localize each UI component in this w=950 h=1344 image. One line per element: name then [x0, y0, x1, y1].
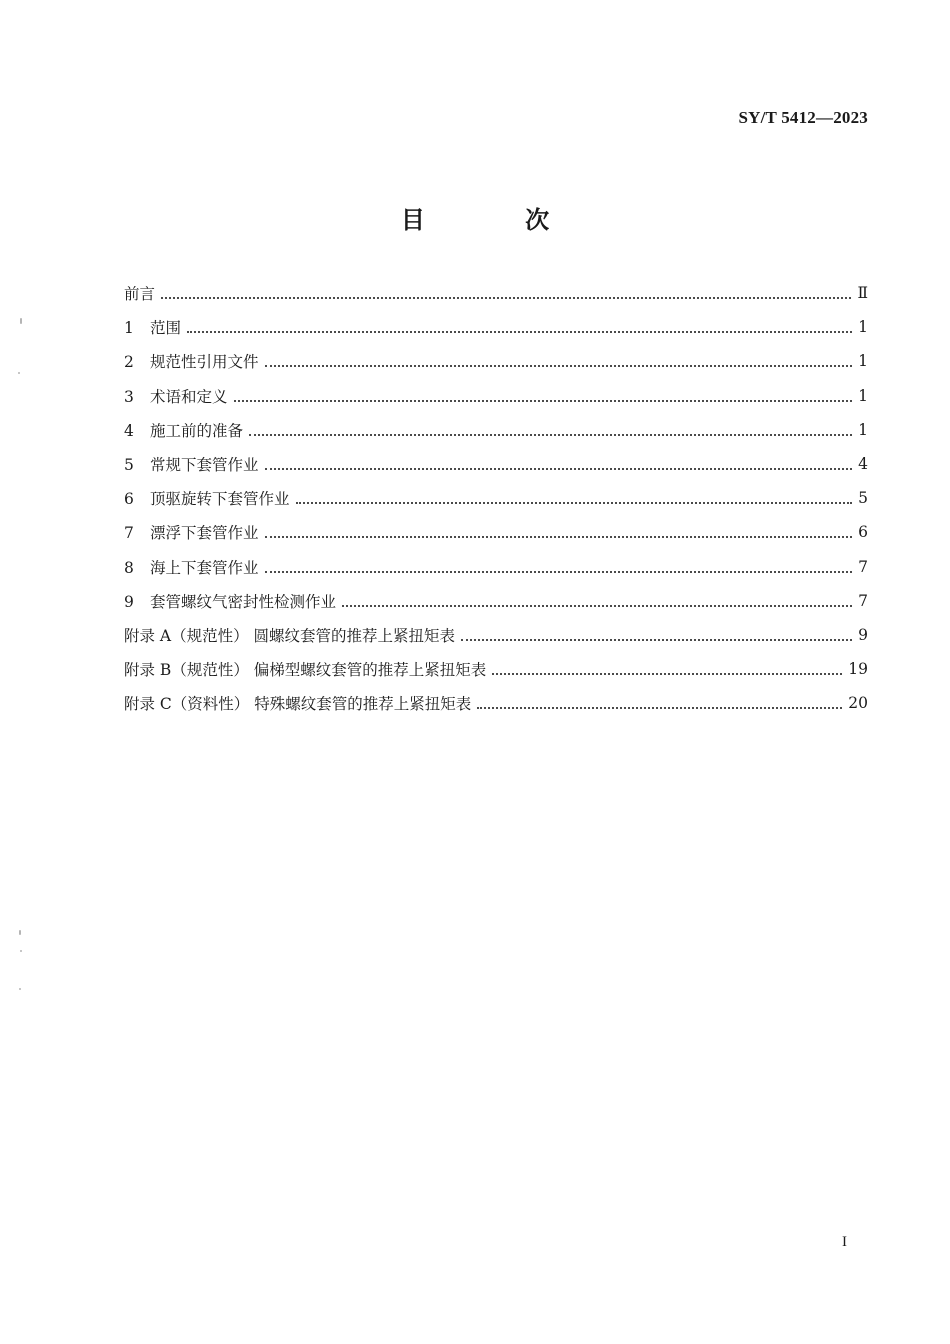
toc-entry-label: 海上下套管作业 — [150, 558, 259, 577]
toc-entry-number: 3 — [124, 387, 134, 406]
dot-leader — [265, 468, 852, 470]
dot-leader — [296, 502, 852, 504]
toc-entry-page: 6 — [858, 523, 868, 542]
toc-entry-page: 4 — [858, 455, 868, 474]
toc-entry-label: 套管螺纹气密封性检测作业 — [150, 592, 337, 611]
toc-entry-page: 1 — [858, 386, 868, 405]
toc-entry-number: 5 — [124, 456, 134, 475]
dot-leader — [234, 400, 852, 402]
scan-speck — [19, 930, 21, 935]
toc-entry-label: 附录 A（规范性） 圆螺纹套管的推荐上紧扭矩表 — [124, 626, 456, 645]
scan-speck — [20, 950, 22, 952]
toc-entry-page: 1 — [858, 420, 868, 439]
toc-entry-label: 常规下套管作业 — [150, 456, 259, 475]
toc-entry-4[interactable] — [124, 413, 868, 447]
toc-entry-5[interactable] — [124, 447, 868, 481]
toc-entry-number: 7 — [124, 524, 134, 543]
toc-entry-appendix-a[interactable] — [124, 618, 868, 652]
toc-entry-label: 前言 — [124, 285, 156, 304]
dot-leader — [265, 571, 852, 573]
toc-entry-page: Ⅱ — [857, 284, 868, 303]
toc-entry-6[interactable] — [124, 481, 868, 515]
toc-entry-page: 5 — [858, 489, 868, 508]
toc-entry-number: 4 — [124, 421, 134, 440]
dot-leader — [492, 673, 842, 675]
dot-leader — [461, 639, 852, 641]
dot-leader — [342, 605, 852, 607]
toc-entry-label: 附录 B（规范性） 偏梯型螺纹套管的推荐上紧扭矩表 — [124, 661, 487, 680]
toc-entry-label: 规范性引用文件 — [150, 353, 259, 372]
toc-entry-page: 7 — [858, 591, 868, 610]
toc-entry-number: 9 — [124, 592, 134, 611]
page-number: I — [842, 1234, 847, 1250]
scan-speck — [20, 318, 22, 324]
dot-leader — [265, 365, 852, 367]
toc-entry-foreword[interactable] — [124, 276, 868, 310]
toc-entry-number: 8 — [124, 558, 134, 577]
toc-entry-appendix-b[interactable] — [124, 652, 868, 686]
toc-entry-label: 范围 — [150, 319, 182, 338]
toc-entry-3[interactable] — [124, 379, 868, 413]
dot-leader — [265, 536, 852, 538]
toc-entry-1[interactable] — [124, 310, 868, 344]
toc-entry-8[interactable] — [124, 550, 868, 584]
scan-speck — [19, 988, 21, 990]
toc-entry-number: 6 — [124, 490, 134, 509]
toc-entry-page: 19 — [848, 660, 868, 679]
toc-entry-page: 9 — [858, 625, 868, 644]
toc-entry-page: 1 — [858, 318, 868, 337]
standard-number: SY/T 5412—2023 — [738, 108, 868, 127]
toc-entry-9[interactable] — [124, 584, 868, 618]
toc-entry-appendix-c[interactable] — [124, 686, 868, 720]
toc-entry-number: 1 — [124, 319, 134, 338]
toc-entry-number: 2 — [124, 353, 134, 372]
toc-entry-label: 漂浮下套管作业 — [150, 524, 259, 543]
toc-entry-label: 顶驱旋转下套管作业 — [150, 490, 290, 509]
dot-leader — [161, 297, 851, 299]
toc-entry-page: 7 — [858, 557, 868, 576]
dot-leader — [249, 434, 852, 436]
scan-speck — [18, 372, 20, 374]
page-title: 目 次 — [400, 206, 596, 234]
toc-entry-page: 20 — [848, 694, 868, 713]
toc-entry-7[interactable] — [124, 515, 868, 549]
toc-entry-label: 附录 C（资料性） 特殊螺纹套管的推荐上紧扭矩表 — [124, 695, 472, 714]
toc-entry-2[interactable] — [124, 344, 868, 378]
dot-leader — [477, 707, 842, 709]
table-of-contents — [124, 276, 868, 720]
dot-leader — [187, 331, 852, 333]
toc-entry-label: 术语和定义 — [150, 387, 228, 406]
toc-entry-page: 1 — [858, 352, 868, 371]
toc-entry-label: 施工前的准备 — [150, 421, 244, 440]
